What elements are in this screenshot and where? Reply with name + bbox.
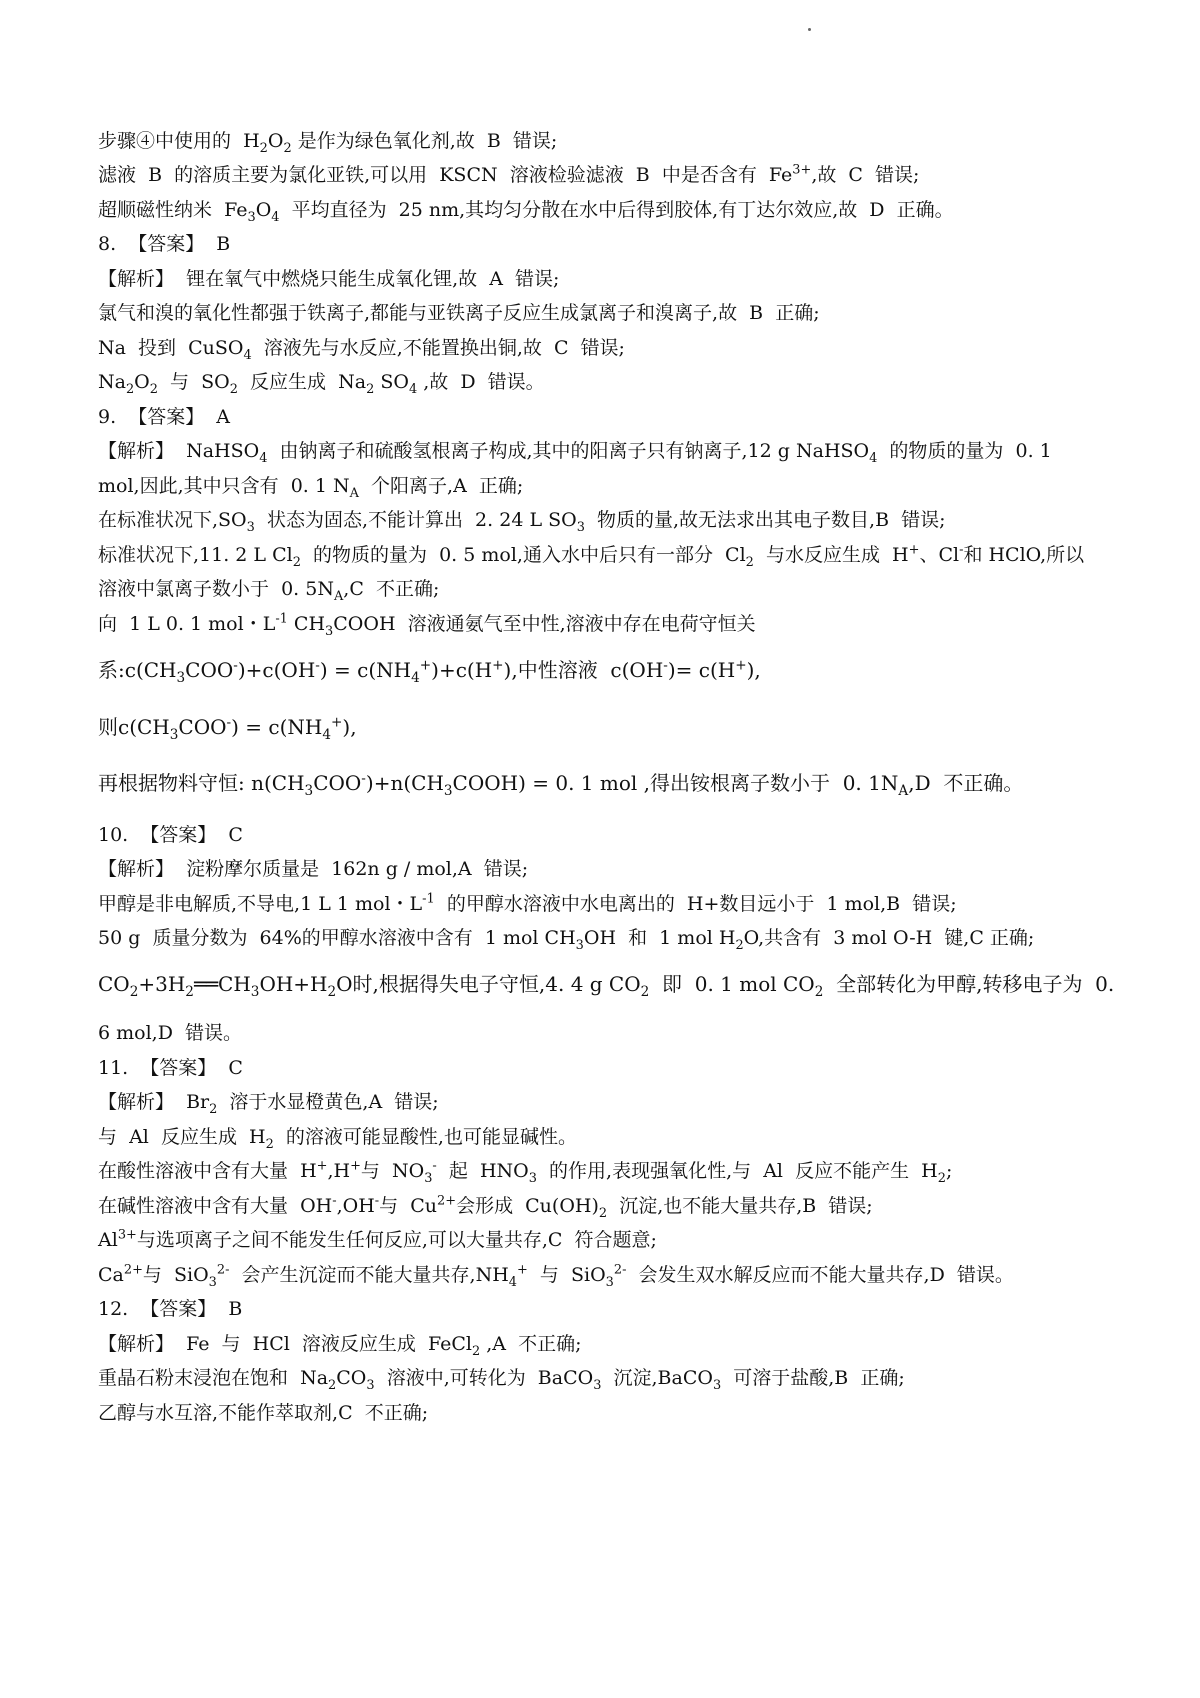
line-l27 [98, 1124, 577, 1150]
subscript: 3 [304, 783, 314, 799]
text-run: OH+H [259, 972, 328, 996]
line-l28 [98, 1158, 952, 1184]
text-run: COO [313, 771, 362, 795]
subscript: 2 [640, 984, 650, 1000]
text-run: Ca [98, 1264, 124, 1286]
text-run: 平均直径为 25 nm,其均匀分散在水中后得到胶体,有丁达尔效应,故 D 正确。 [279, 199, 954, 221]
subscript: 4 [259, 450, 268, 466]
line-l06 [98, 300, 820, 326]
subscript: 4 [411, 670, 420, 686]
text-run: 【解析】 NaHSO [98, 440, 260, 462]
subscript: 2 [814, 984, 824, 1000]
superscript: + [908, 542, 920, 558]
superscript: - [361, 770, 366, 787]
superscript: 2- [613, 1262, 627, 1278]
text-run: 全部转化为甲醇,转移电子为 0. [823, 972, 1115, 996]
text-run: 溶液中氯离子数小于 0. 5N [98, 578, 334, 600]
subscript: 3 [528, 1170, 537, 1186]
line-l20 [98, 856, 528, 882]
line-l09 [98, 404, 230, 430]
text-run: ,故 C 错误; [811, 164, 920, 186]
line-l02 [98, 162, 919, 188]
superscript: + [735, 657, 747, 674]
superscript: + [350, 1158, 361, 1174]
text-run: O [255, 199, 272, 221]
text-run: ,D 不正确。 [908, 771, 1024, 795]
text-run: 氯气和溴的氧化性都强于铁离子,都能与亚铁离子反应生成氯离子和溴离子,故 B 正确; [98, 302, 820, 324]
text-run: 物质的量,故无法求出其电子数目,B 错误; [584, 509, 946, 531]
text-run: ,A 不正确; [480, 1333, 582, 1355]
subscript: A [333, 588, 344, 604]
subscript: 4 [869, 450, 878, 466]
text-run: 与 SO [157, 371, 230, 393]
text-run: Na [98, 371, 126, 393]
text-run: 和 HClO,所以 [963, 544, 1085, 566]
line-l21 [98, 891, 957, 917]
superscript: - [315, 657, 320, 674]
text-run: 向 1 L 0. 1 mol・L [98, 613, 276, 635]
subscript: 4 [271, 209, 280, 225]
line-l01 [98, 128, 557, 154]
text-run: 50 g 质量分数为 64%的甲醇水溶液中含有 1 mol CH [98, 927, 576, 949]
text-run: 个阳离子,A 正确; [358, 475, 524, 497]
text-run: ) = c(NH [319, 658, 412, 682]
text-run: 则c(CH [98, 715, 170, 739]
text-run: OH 和 1 mol H [583, 927, 736, 949]
line-l15 [98, 611, 756, 637]
text-run: Na 投到 CuSO [98, 337, 244, 359]
superscript: 2- [216, 1262, 230, 1278]
text-run: ),中性溶液 c(OH [503, 658, 664, 682]
subscript: 2 [229, 381, 238, 397]
text-run: CO [98, 972, 130, 996]
text-run: CO [336, 1367, 367, 1389]
line-l30 [98, 1227, 657, 1253]
text-run: 系:c(CH [98, 658, 177, 682]
superscript: 3+ [117, 1227, 137, 1243]
line-l08 [98, 369, 545, 395]
text-run: 可溶于盐酸,B 正确; [721, 1367, 905, 1389]
superscript: - [432, 1158, 437, 1174]
text-run: 甲醇是非电解质,不导电,1 L 1 mol・L [98, 893, 423, 915]
subscript: 2 [598, 1205, 608, 1221]
superscript: + [517, 1262, 528, 1278]
text-run: 标准状况下,11. 2 L Cl [98, 544, 293, 566]
text-run: mol,因此,其中只含有 0. 1 N [98, 475, 350, 497]
text-run: )= c(H [667, 658, 736, 682]
text-run: 重晶石粉末浸泡在饱和 Na [98, 1367, 329, 1389]
text-run: 10. 【答案】 C [98, 824, 243, 846]
superscript: + [331, 714, 343, 731]
line-l04 [98, 231, 230, 257]
text-run: 与 Cu [379, 1195, 438, 1217]
subscript: 2 [328, 1377, 337, 1393]
text-run: 、Cl [919, 544, 960, 566]
line-l05 [98, 266, 559, 292]
subscript: A [898, 783, 909, 799]
line-l19 [98, 822, 243, 848]
subscript: 2 [327, 984, 337, 1000]
subscript: 2 [149, 381, 158, 397]
line-l07 [98, 335, 625, 361]
text-run: 即 0. 1 mol CO [649, 972, 815, 996]
text-run: 滤液 B 的溶质主要为氯化亚铁,可以用 KSCN 溶液检验滤液 B 中是否含有 Fe [98, 164, 793, 186]
subscript: 3 [575, 937, 584, 953]
subscript: 2 [259, 140, 268, 156]
text-run: ,OH [336, 1195, 375, 1217]
text-run: ), [342, 715, 357, 739]
line-l35 [98, 1400, 428, 1426]
subscript: 3 [246, 519, 255, 535]
subscript: 2 [125, 381, 135, 397]
superscript: -1 [275, 611, 288, 627]
line-l32 [98, 1296, 242, 1322]
superscript: -1 [422, 891, 435, 907]
text-run: )+n(CH [365, 771, 444, 795]
subscript: 3 [424, 1170, 433, 1186]
line-l03 [98, 197, 954, 223]
subscript: 3 [443, 783, 453, 799]
subscript: 4 [322, 727, 331, 743]
text-run: 的溶液可能显酸性,也可能显碱性。 [273, 1126, 577, 1148]
subscript: 2 [745, 554, 754, 570]
line-l17 [98, 714, 357, 743]
text-run: 与 NO [360, 1160, 425, 1182]
line-l31 [98, 1262, 1014, 1288]
subscript: 2 [209, 1101, 218, 1117]
text-run: 乙醇与水互溶,不能作萃取剂,C 不正确; [98, 1402, 429, 1424]
text-run: 12. 【答案】 B [98, 1298, 243, 1320]
text-run: ), [746, 658, 761, 682]
subscript: 3 [247, 209, 256, 225]
text-run: 的甲醇水溶液中水电离出的 H+数目远小于 1 mol,B 错误; [434, 893, 957, 915]
subscript: 4 [243, 347, 252, 363]
text-run: ) = c(NH [231, 715, 323, 739]
superscript: 3+ [792, 162, 812, 178]
subscript: 3 [605, 1274, 614, 1290]
subscript: 2 [265, 1136, 274, 1152]
text-run: ,H [327, 1160, 351, 1182]
page-mark-dot [808, 28, 811, 31]
line-l25 [98, 1055, 243, 1081]
text-run: ; [945, 1160, 953, 1182]
line-l26 [98, 1089, 439, 1115]
line-l33 [98, 1331, 581, 1357]
subscript: 3 [576, 519, 585, 535]
text-run: 起 HNO [436, 1160, 529, 1182]
text-run: 再根据物料守恒: n(CH [98, 771, 305, 795]
subscript: 2 [129, 984, 139, 1000]
subscript: 3 [169, 727, 179, 743]
text-run: 【解析】 锂在氧气中燃烧只能生成氧化锂,故 A 错误; [98, 268, 560, 290]
subscript: 4 [508, 1274, 517, 1290]
line-l13 [98, 542, 1084, 568]
subscript: 3 [366, 1377, 375, 1393]
subscript: 2 [292, 554, 301, 570]
subscript: 4 [408, 381, 418, 397]
superscript: + [316, 1158, 328, 1174]
text-run: ,故 D 错误。 [417, 371, 545, 393]
text-run: 反应生成 Na [237, 371, 367, 393]
text-run: 【解析】 Br [98, 1091, 210, 1113]
superscript: - [663, 657, 668, 674]
text-run: COO [185, 658, 234, 682]
superscript: - [959, 542, 964, 558]
text-run: 【解析】 Fe 与 HCl 溶液反应生成 FeCl [98, 1333, 472, 1355]
superscript: 2+ [437, 1193, 457, 1209]
superscript: - [226, 714, 232, 731]
subscript: 3 [593, 1377, 602, 1393]
line-l34 [98, 1365, 905, 1391]
superscript: - [374, 1193, 380, 1209]
text-run: 【解析】 淀粉摩尔质量是 162n g / mol,A 错误; [98, 858, 529, 880]
text-run: 由钠离子和硫酸氢根离子构成,其中的阳离子只有钠离子,12 g NaHSO [267, 440, 870, 462]
subscript: 2 [735, 937, 744, 953]
line-l23 [98, 971, 1115, 1000]
text-run: 8. 【答案】 B [98, 233, 231, 255]
text-run: 步骤④中使用的 H [98, 130, 260, 152]
subscript: 2 [937, 1170, 946, 1186]
text-run: 会产生沉淀而不能大量共存,NH [229, 1264, 509, 1286]
text-run: 会发生双水解反应而不能大量共存,D 错误。 [626, 1264, 1014, 1286]
subscript: 3 [176, 670, 186, 686]
text-run: 与 SiO [527, 1264, 606, 1286]
subscript: 3 [250, 984, 260, 1000]
subscript: 2 [366, 381, 375, 397]
subscript: 3 [208, 1274, 217, 1290]
text-run: COO [178, 715, 227, 739]
superscript: + [419, 657, 432, 674]
text-run: 与 SiO [142, 1264, 209, 1286]
text-run: +3H [138, 972, 186, 996]
text-run: 溶于水显橙黄色,A 错误; [217, 1091, 439, 1113]
text-run: ,C 不正确; [343, 578, 440, 600]
text-run: 超顺磁性纳米 Fe [98, 199, 248, 221]
line-l11 [98, 473, 523, 499]
subscript: 3 [325, 623, 334, 639]
line-l29 [98, 1193, 873, 1219]
text-run: 在碱性溶液中含有大量 OH [98, 1195, 333, 1217]
text-run: O,共含有 3 mol O-H 键,C 正确; [743, 927, 1035, 949]
text-run: 是作为绿色氧化剂,故 B 错误; [291, 130, 558, 152]
subscript: 2 [283, 140, 292, 156]
text-run: 溶液中,可转化为 BaCO [374, 1367, 594, 1389]
superscript: - [332, 1193, 337, 1209]
superscript: + [492, 657, 504, 674]
text-run: CH [287, 613, 326, 635]
text-run: 6 mol,D 错误。 [98, 1022, 243, 1044]
text-run: )+c(OH [237, 658, 316, 682]
line-l16 [98, 657, 761, 686]
line-l18 [98, 770, 1024, 799]
text-run: ══CH [193, 972, 251, 996]
text-run: O时,根据得失电子守恒,4. 4 g CO [336, 972, 641, 996]
subscript: 3 [712, 1377, 722, 1393]
text-run: 与 Al 反应生成 H [98, 1126, 266, 1148]
line-l10 [98, 438, 1052, 464]
text-run: 沉淀,也不能大量共存,B 错误; [607, 1195, 873, 1217]
text-run: 11. 【答案】 C [98, 1057, 243, 1079]
text-run: 的物质的量为 0. 1 [877, 440, 1052, 462]
superscript: 2+ [123, 1262, 143, 1278]
text-run: O [267, 130, 284, 152]
line-l14 [98, 576, 439, 602]
text-run: 溶液先与水反应,不能置换出铜,故 C 错误; [251, 337, 625, 359]
text-run: 沉淀,BaCO [601, 1367, 713, 1389]
text-run: 与选项离子之间不能发生任何反应,可以大量共存,C 符合题意; [136, 1229, 657, 1251]
text-run: )+c(H [431, 658, 493, 682]
subscript: 2 [471, 1343, 481, 1359]
text-run: 状态为固态,不能计算出 2. 24 L SO [254, 509, 577, 531]
superscript: - [233, 657, 238, 674]
text-run: 在标准状况下,SO [98, 509, 247, 531]
text-run: O [134, 371, 150, 393]
text-run: 的物质的量为 0. 5 mol,通入水中后只有一部分 Cl [300, 544, 746, 566]
line-l24 [98, 1020, 242, 1046]
subscript: A [349, 485, 359, 501]
text-run: SO [374, 371, 409, 393]
text-run: 会形成 Cu(OH) [456, 1195, 599, 1217]
text-run: Al [98, 1229, 118, 1251]
text-run: 的作用,表现强氧化性,与 Al 反应不能产生 H [536, 1160, 938, 1182]
text-run: COOH) = 0. 1 mol ,得出铵根离子数小于 0. 1N [452, 771, 899, 795]
text-run: 与水反应生成 H [753, 544, 909, 566]
subscript: 2 [185, 984, 194, 1000]
line-l12 [98, 507, 946, 533]
text-run: COOH 溶液通氨气至中性,溶液中存在电荷守恒关 [333, 613, 756, 635]
text-run: 9. 【答案】 A [98, 406, 231, 428]
line-l22 [98, 925, 1034, 951]
text-run: 在酸性溶液中含有大量 H [98, 1160, 317, 1182]
